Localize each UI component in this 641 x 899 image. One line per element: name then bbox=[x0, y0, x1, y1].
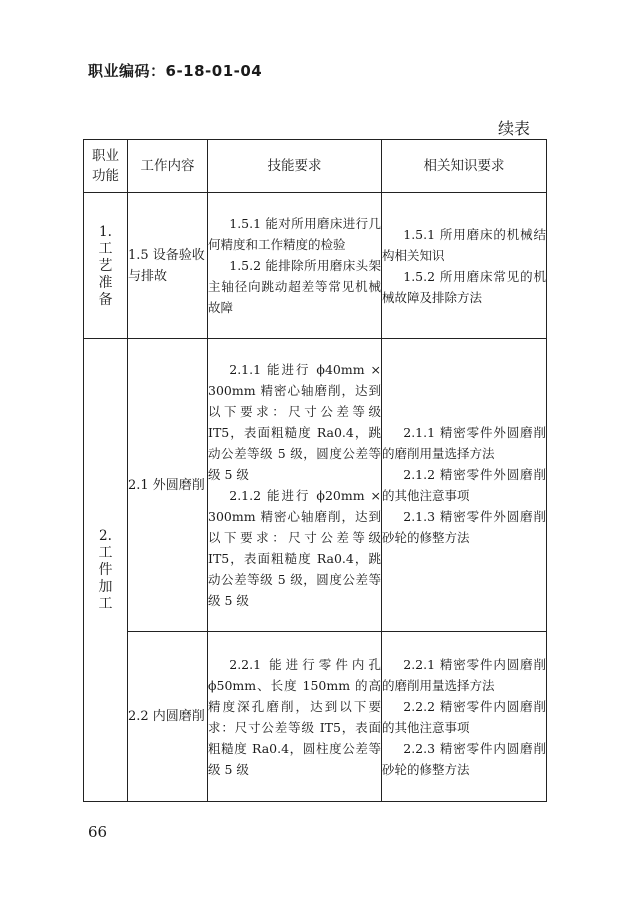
knowledge-item: 2.2.1 精密零件内圆磨削的磨削用量选择方法 bbox=[382, 656, 546, 693]
function-cell bbox=[84, 339, 128, 802]
header-skill-requirements: 技能要求 bbox=[208, 140, 382, 193]
knowledge-item: 1.5.1 所用磨床的机械结构相关知识 bbox=[382, 226, 546, 263]
knowledge-cell bbox=[382, 339, 547, 632]
skill-item: 2.1.1 能进行 ϕ40mm × 300mm 精密心轴磨削，达到以下要求：尺寸公差等级 IT5，表面粗糙度 Ra0.4，跳动公差等级 5 级，圆度公差等级 5 级 bbox=[208, 362, 381, 482]
work-content-cell: 2.2 内圆磨削 bbox=[128, 632, 208, 802]
skill-cell bbox=[208, 632, 382, 802]
occupation-code: 职业编码：6-18-01-04 bbox=[88, 62, 263, 80]
skill-item: 2.1.2 能进行 ϕ20mm × 300mm 精密心轴磨削，达到以下要求：尺寸公差等级 IT5，表面粗糙度 Ra0.4，跳动公差等级 5 级，圆度公差等级 5 级 bbox=[208, 488, 381, 608]
skill-cell bbox=[208, 339, 382, 632]
work-content-cell: 2.1 外圆磨削 bbox=[128, 339, 208, 632]
skill-item: 2.2.1 能进行零件内孔 ϕ50mm、长度 150mm 的高精度深孔磨削，达到以下要求：尺寸公差等级 IT5，表面粗糙度 Ra0.4，圆柱度公差等级 5 级 bbox=[208, 656, 381, 777]
knowledge-item: 1.5.2 所用磨床常见的机械故障及排除方法 bbox=[382, 268, 546, 305]
function-name: 工件加工 bbox=[98, 545, 113, 612]
knowledge-item: 2.2.2 精密零件内圆磨削的其他注意事项 bbox=[382, 698, 546, 735]
function-number: 2. bbox=[99, 528, 112, 544]
table-header-row bbox=[84, 140, 547, 193]
skill-item: 1.5.2 能排除所用磨床头架主轴径向跳动超差等常见机械故障 bbox=[208, 258, 381, 315]
header-function: 职业 功能 bbox=[84, 140, 128, 193]
header-work-content: 工作内容 bbox=[128, 140, 208, 193]
knowledge-cell bbox=[382, 193, 547, 339]
table-row bbox=[84, 193, 547, 339]
work-content-cell: 1.5 设备验收与排故 bbox=[128, 193, 208, 339]
knowledge-item: 2.1.1 精密零件外圆磨削的磨削用量选择方法 bbox=[382, 425, 546, 461]
knowledge-item: 2.2.3 精密零件内圆磨削砂轮的修整方法 bbox=[382, 740, 546, 777]
knowledge-item: 2.1.3 精密零件外圆磨削砂轮的修整方法 bbox=[382, 509, 546, 545]
function-cell bbox=[84, 193, 128, 339]
table-row bbox=[84, 632, 547, 802]
page-number: 66 bbox=[88, 823, 108, 841]
function-name: 工艺准备 bbox=[98, 240, 113, 308]
header-knowledge-requirements: 相关知识要求 bbox=[382, 140, 547, 193]
knowledge-item: 2.1.2 精密零件外圆磨削的其他注意事项 bbox=[382, 467, 546, 503]
skill-cell bbox=[208, 193, 382, 339]
function-number: 1. bbox=[99, 223, 112, 240]
skills-table bbox=[83, 139, 547, 802]
table-row bbox=[84, 339, 547, 632]
knowledge-cell bbox=[382, 632, 547, 802]
skill-item: 1.5.1 能对所用磨床进行几何精度和工作精度的检验 bbox=[208, 216, 381, 252]
continuation-label: 续表 bbox=[498, 119, 531, 138]
